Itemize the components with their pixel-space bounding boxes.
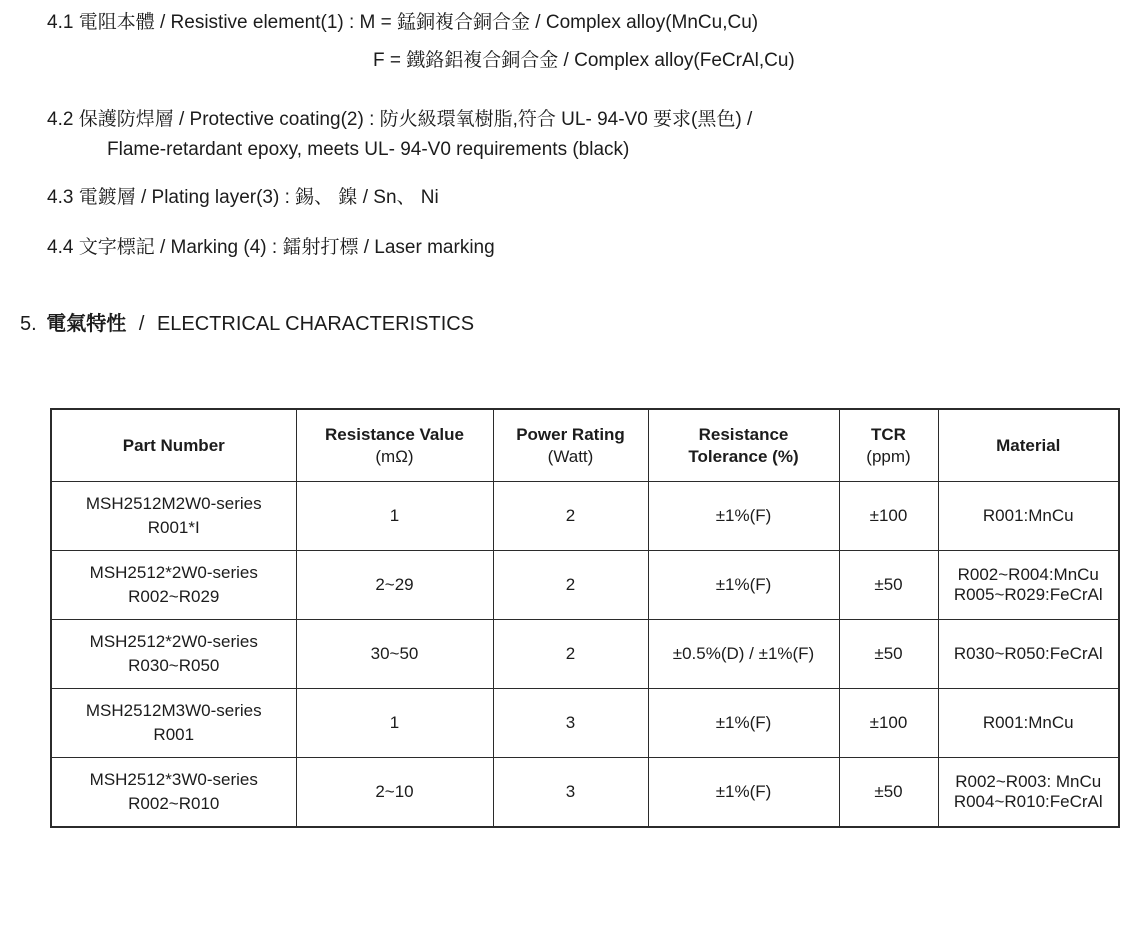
spec-item-text: 電阻本體 / Resistive element(1) : M = 錳銅複合銅合金 / Complex alloy(MnCu,Cu) bbox=[78, 12, 759, 33]
col-header-resistance-tolerance: Resistance Tolerance (%) bbox=[648, 409, 839, 482]
resistance-value-cell: 2~10 bbox=[296, 758, 493, 828]
spec-item-4-1-line2: F = 鐵鉻鋁複合銅合金 / Complex alloy(FeCrAl,Cu) bbox=[373, 50, 795, 71]
table-row bbox=[51, 482, 1119, 551]
resistance-value-cell: 30~50 bbox=[296, 620, 493, 689]
spec-item-text: 文字標記 / Marking (4) : 鐳射打標 / Laser marking bbox=[78, 237, 495, 258]
spec-item-4-3 bbox=[47, 183, 439, 213]
section-title-separator: / bbox=[138, 313, 145, 335]
material-cell: R001:MnCu bbox=[938, 482, 1119, 551]
tolerance-cell: ±1%(F) bbox=[648, 689, 839, 758]
power-rating-cell: 2 bbox=[493, 482, 648, 551]
spec-item-4-4 bbox=[47, 233, 495, 263]
table-row bbox=[51, 620, 1119, 689]
table-header-row bbox=[51, 409, 1119, 482]
tolerance-cell: ±0.5%(D) / ±1%(F) bbox=[648, 620, 839, 689]
part-number-cell: MSH2512*2W0-series R030~R050 bbox=[51, 620, 296, 689]
power-rating-cell: 2 bbox=[493, 620, 648, 689]
spec-item-4-2-line2: Flame-retardant epoxy, meets UL- 94-V0 requirements (black) bbox=[107, 139, 630, 160]
part-number-cell: MSH2512M3W0-series R001 bbox=[51, 689, 296, 758]
section-title-en: ELECTRICAL CHARACTERISTICS bbox=[156, 313, 475, 335]
table-row bbox=[51, 689, 1119, 758]
spec-item-4-3-line1 bbox=[47, 183, 439, 213]
tcr-cell: ±50 bbox=[839, 620, 938, 689]
spec-item-number: 4.2 bbox=[47, 109, 74, 130]
tolerance-cell: ±1%(F) bbox=[648, 482, 839, 551]
material-cell: R030~R050:FeCrAl bbox=[938, 620, 1119, 689]
material-cell: R002~R003: MnCu R004~R010:FeCrAl bbox=[938, 758, 1119, 828]
col-header-part-number: Part Number bbox=[51, 409, 296, 482]
tolerance-cell: ±1%(F) bbox=[648, 758, 839, 828]
resistance-value-cell: 1 bbox=[296, 482, 493, 551]
col-header-resistance-value: Resistance Value (mΩ) bbox=[296, 409, 493, 482]
col-header-tcr: TCR (ppm) bbox=[839, 409, 938, 482]
electrical-characteristics-table bbox=[50, 408, 1120, 828]
resistance-value-cell: 1 bbox=[296, 689, 493, 758]
tcr-cell: ±100 bbox=[839, 689, 938, 758]
power-rating-cell: 3 bbox=[493, 758, 648, 828]
spec-item-number: 4.1 bbox=[47, 12, 74, 33]
part-number-cell: MSH2512M2W0-series R001*I bbox=[51, 482, 296, 551]
section-title-zh: 電氣特性 bbox=[46, 313, 127, 335]
col-header-power-rating: Power Rating (Watt) bbox=[493, 409, 648, 482]
spec-item-4-1-line1 bbox=[47, 8, 795, 38]
section-number: 5. bbox=[20, 313, 37, 335]
resistance-value-cell: 2~29 bbox=[296, 551, 493, 620]
spec-item-4-2-line1 bbox=[47, 105, 752, 135]
power-rating-cell: 2 bbox=[493, 551, 648, 620]
spec-item-4-1 bbox=[47, 8, 795, 76]
spec-item-number: 4.4 bbox=[47, 237, 74, 258]
tcr-cell: ±50 bbox=[839, 551, 938, 620]
table-row bbox=[51, 758, 1119, 828]
col-header-material: Material bbox=[938, 409, 1119, 482]
spec-item-4-2 bbox=[47, 105, 752, 165]
spec-item-number: 4.3 bbox=[47, 187, 74, 208]
tcr-cell: ±50 bbox=[839, 758, 938, 828]
tcr-cell: ±100 bbox=[839, 482, 938, 551]
section-heading-electrical-characteristics bbox=[20, 308, 474, 340]
part-number-cell: MSH2512*3W0-series R002~R010 bbox=[51, 758, 296, 828]
material-cell: R002~R004:MnCu R005~R029:FeCrAl bbox=[938, 551, 1119, 620]
material-cell: R001:MnCu bbox=[938, 689, 1119, 758]
tolerance-cell: ±1%(F) bbox=[648, 551, 839, 620]
spec-item-text: 電鍍層 / Plating layer(3) : 錫、 鎳 / Sn、 Ni bbox=[78, 187, 439, 208]
table-row bbox=[51, 551, 1119, 620]
spec-item-4-4-line1 bbox=[47, 233, 495, 263]
part-number-cell: MSH2512*2W0-series R002~R029 bbox=[51, 551, 296, 620]
power-rating-cell: 3 bbox=[493, 689, 648, 758]
spec-item-text: 保護防焊層 / Protective coating(2) : 防火級環氧樹脂,符合 UL- 94-V0 要求(黑色) / bbox=[78, 109, 753, 130]
